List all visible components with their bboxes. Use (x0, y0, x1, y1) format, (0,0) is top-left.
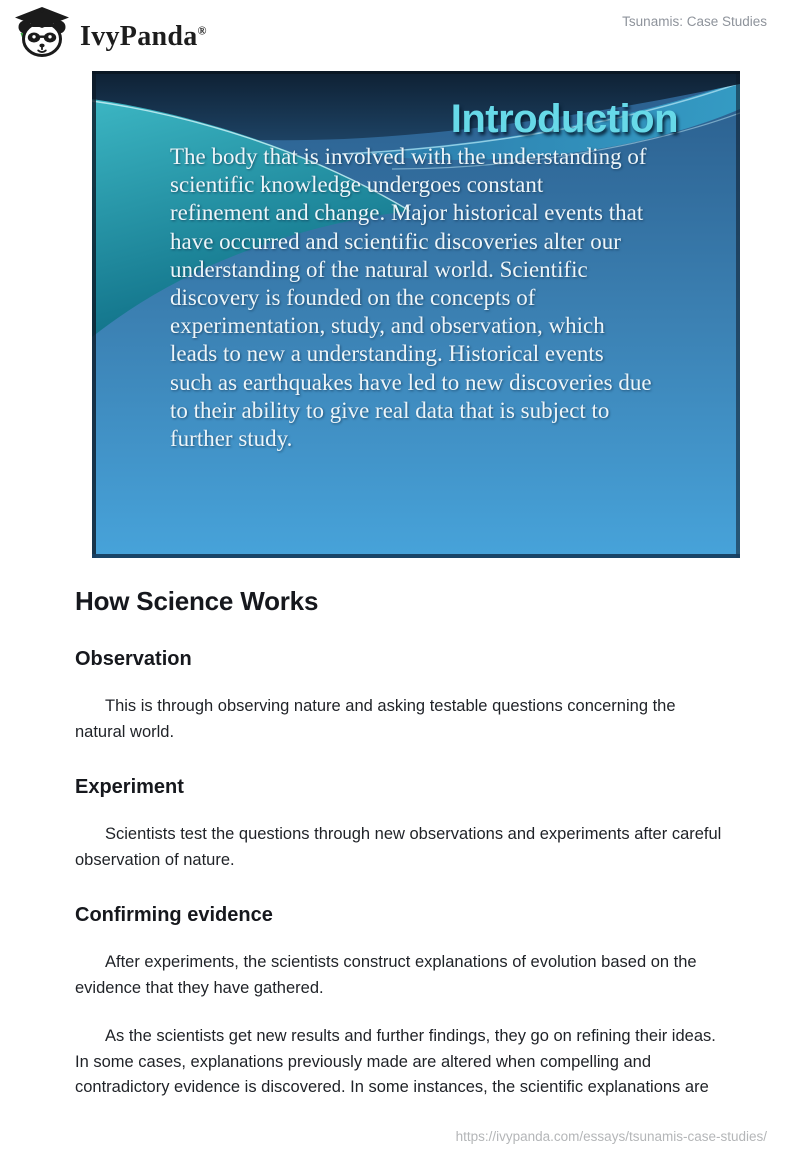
slide-body-line: understanding of the natural world. Scientific (170, 256, 588, 282)
slide-body-line: experimentation, study, and observation, which (170, 313, 605, 339)
section-heading-how-science-works: How Science Works (75, 586, 319, 616)
brand[interactable] (13, 6, 207, 58)
slide-body-line: The body that is involved with the understanding of (170, 144, 647, 169)
subsection-heading-confirming-evidence: Confirming evidence (75, 904, 273, 927)
ivypanda-panda-logo-icon (13, 6, 71, 58)
paragraph-observation: This is through observing nature and asking testable questions concerning the natural world. (75, 697, 676, 741)
slide-body-line: discovery is founded on the concepts of (170, 285, 536, 311)
slide-body-line: leads to new a understanding. Historical events (170, 341, 604, 367)
slide-body-line: further study. (170, 426, 293, 452)
slide-image (92, 71, 740, 558)
paragraph-confirming-evidence-2: As the scientists get new results and further findings, they go on refining their ideas. In some cases, explanations previously made are altered when compelling and contradictory evidence is discovered. In some instances, the scientific explanations are (75, 1027, 716, 1097)
page-header (0, 0, 800, 60)
source-url-link[interactable]: https://ivypanda.com/essays/tsunamis-case-studies/ (455, 1129, 767, 1144)
slide-body-line: refinement and change. Major historical events that (170, 200, 644, 226)
slide-body-line: have occurred and scientific discoveries alter our (170, 228, 621, 254)
paragraph-confirming-evidence-1: After experiments, the scientists construct explanations of evolution based on the evidence that they have gathered. (75, 953, 697, 997)
registered-mark: ® (197, 23, 207, 38)
brand-wordmark (80, 13, 207, 51)
article-body (75, 586, 725, 1101)
paragraph-experiment: Scientists test the questions through new observations and experiments after careful observation of nature. (75, 825, 722, 869)
brand-name: IvyPanda (80, 21, 198, 52)
page-footer (456, 1128, 767, 1146)
slide-body-line: such as earthquakes have led to new discoveries due (170, 369, 652, 395)
slide-body-line: scientific knowledge undergoes constant (170, 172, 544, 198)
subsection-heading-observation: Observation (75, 648, 192, 671)
slide-body-line: to their ability to give real data that is subject to (170, 397, 610, 423)
subsection-heading-experiment: Experiment (75, 776, 184, 799)
slide-title: Introduction (450, 97, 678, 141)
slide-body-text (170, 143, 730, 453)
document-title: Tsunamis: Case Studies (622, 14, 767, 29)
